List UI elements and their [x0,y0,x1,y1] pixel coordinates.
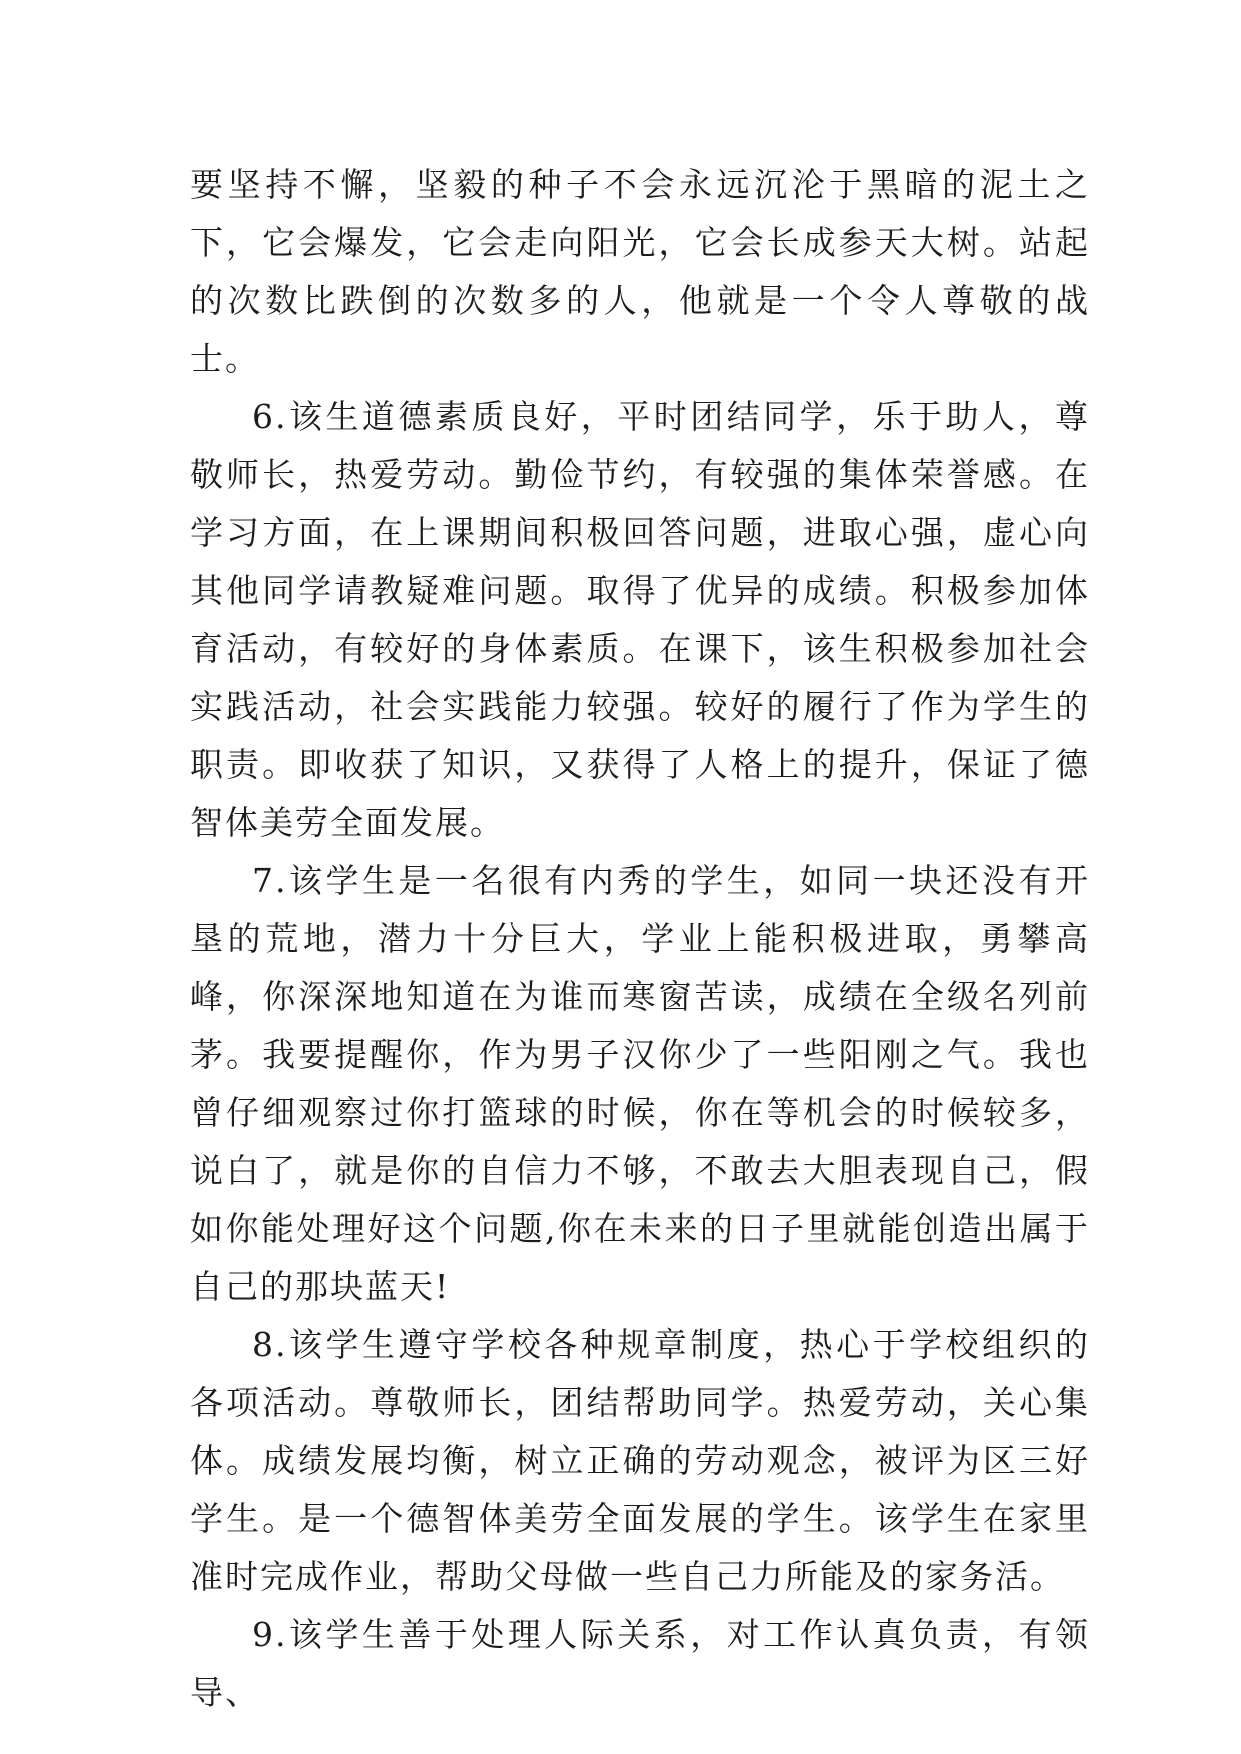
paragraph-item-9: 9.该学生善于处理人际关系，对工作认真负责，有领导、 [190,1615,1090,1712]
paragraph-item-7: 7.该学生是一名很有内秀的学生，如同一块还没有开垦的荒地，潜力十分巨大，学业上能积极进取，勇攀高峰，你深深地知道在为谁而寒窗苦读，成绩在全级名列前茅。我要提醒你，作为男子汉你少了一些阳刚之气。我也曾仔细观察过你打篮球的时候，你在等机会的时候较多，说白了，就是你的自信力不够，不敢去大胆表现自己，假如你能处理好这个问题,你在未来的日子里就能创造出属于自己的那块蓝天! [190,861,1090,1306]
paragraph-continuation: 要坚持不懈，坚毅的种子不会永远沉沦于黑暗的泥土之下，它会爆发，它会走向阳光，它会长成参天大树。站起的次数比跌倒的次数多的人，他就是一个令人尊敬的战士。 [190,165,1090,378]
paragraph-item-6: 6.该生道德素质良好，平时团结同学，乐于助人，尊敬师长，热爱劳动。勤俭节约，有较强的集体荣誉感。在学习方面，在上课期间积极回答问题，进取心强，虚心向其他同学请教疑难问题。取得了优异的成绩。积极参加体育活动，有较好的身体素质。在课下，该生积极参加社会实践活动，社会实践能力较强。较好的履行了作为学生的职责。即收获了知识，又获得了人格上的提升，保证了德智体美劳全面发展。 [190,397,1090,842]
paragraph-item-8: 8.该学生遵守学校各种规章制度，热心于学校组织的各项活动。尊敬师长，团结帮助同学。热爱劳动，关心集体。成绩发展均衡，树立正确的劳动观念，被评为区三好学生。是一个德智体美劳全面发展的学生。该学生在家里准时完成作业，帮助父母做一些自己力所能及的家务活。 [190,1325,1090,1596]
document-body [190,156,1090,1722]
